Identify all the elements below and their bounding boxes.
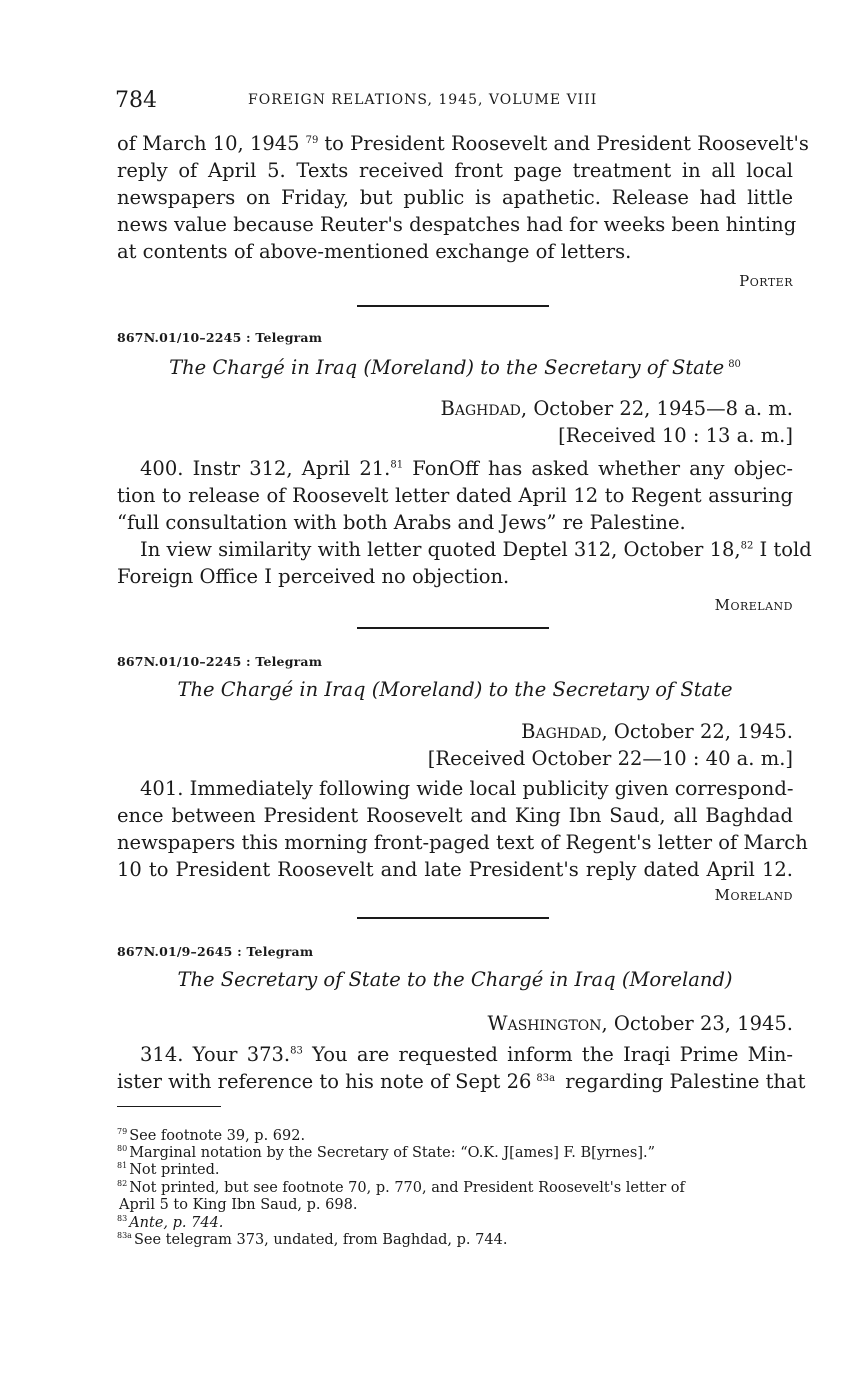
opening-line-4: news value because Reuter's despatches had for weeks been hinting xyxy=(117,213,797,236)
doc3-file-reference: 867N.01/9–2645 : Telegram xyxy=(117,944,314,959)
doc1-para1-line3: “full consultation with both Arabs and Jews” re Palestine. xyxy=(117,511,686,534)
signature-moreland-2: Moreland xyxy=(714,886,793,904)
doc3-line-1: 314. Your 373.83 You are requested inform the Iraqi Prime Min- xyxy=(140,1043,793,1066)
running-title: FOREIGN RELATIONS, 1945, VOLUME VIII xyxy=(248,92,598,108)
opening-line-2: reply of April 5. Texts received front page treatment in all local xyxy=(117,159,793,182)
footnote-ref-83: 83 xyxy=(290,1045,303,1057)
opening-line-1: of March 10, 1945 $^{79}$ to President Roosevelt and President Roosevelt's xyxy=(117,132,809,155)
footnote-79: $^{79}$ See footnote 39, p. 692. xyxy=(117,1127,306,1144)
doc1-para2-line2: Foreign Office I perceived no objection. xyxy=(117,565,510,588)
doc2-place-date: Baghdad, October 22, 1945. xyxy=(521,720,793,743)
page-header xyxy=(115,88,795,116)
doc1-para1-line1: 400. Instr 312, April 21.81 FonOff has asked whether any objec- xyxy=(140,457,793,480)
footnote-81: $^{81}$ Not printed. xyxy=(117,1161,220,1178)
doc1-title: The Chargé in Iraq (Moreland) to the Secretary of State $^{80}$ xyxy=(169,356,741,379)
footnote-80: $^{80}$ Marginal notation by the Secretary of State: “O.K. J[ames] F. B[yrnes].” xyxy=(117,1144,656,1161)
doc2-received: [Received October 22—10 : 40 a. m.] xyxy=(427,747,793,770)
doc3-place-date: Washington, October 23, 1945. xyxy=(487,1012,793,1035)
doc2-file-reference: 867N.01/10–2245 : Telegram xyxy=(117,654,323,669)
doc1-received: [Received 10 : 13 a. m.] xyxy=(558,424,793,447)
doc2-line-4: 10 to President Roosevelt and late President's reply dated April 12. xyxy=(117,858,793,881)
footnote-83: $^{83}$ Ante, p. 744. xyxy=(117,1214,224,1231)
section-divider xyxy=(357,627,549,629)
signature-porter: Porter xyxy=(739,272,793,290)
doc2-title: The Chargé in Iraq (Moreland) to the Secretary of State xyxy=(177,678,733,701)
footnote-ref-81: 81 xyxy=(390,459,404,471)
signature-moreland-1: Moreland xyxy=(714,596,793,614)
footnote-ref-82: 82 xyxy=(740,540,754,552)
section-divider xyxy=(357,917,549,919)
page-number: 784 xyxy=(115,88,157,113)
footnote-ref-79: 79 xyxy=(305,134,319,146)
footnote-ref-83a: 83a xyxy=(536,1072,556,1084)
doc2-line-2: ence between President Roosevelt and King Ibn Saud, all Baghdad xyxy=(117,804,793,827)
doc1-place-date: Baghdad, October 22, 1945—8 a. m. xyxy=(440,397,793,420)
doc1-file-reference: 867N.01/10–2245 : Telegram xyxy=(117,330,323,345)
doc3-title: The Secretary of State to the Chargé in Iraq (Moreland) xyxy=(177,968,733,991)
doc2-line-1: 401. Immediately following wide local publicity given correspond- xyxy=(140,777,794,800)
footnote-82-continued: April 5 to King Ibn Saud, p. 698. xyxy=(119,1196,358,1213)
opening-line-3: newspapers on Friday, but public is apathetic. Release had little xyxy=(117,186,793,209)
footnote-ref-80: 80 xyxy=(728,358,741,370)
section-divider xyxy=(357,305,549,307)
footnote-82: $^{82}$ Not printed, but see footnote 70, p. 770, and President Roosevelt's letter of xyxy=(117,1179,685,1196)
doc3-line-2: ister with reference to his note of Sept 26 $^{83a}$ regarding Palestine that xyxy=(117,1070,806,1093)
opening-line-5: at contents of above-mentioned exchange of letters. xyxy=(117,240,632,263)
doc1-para2-line1: In view similarity with letter quoted Deptel 312, October 18,82 I told xyxy=(140,538,812,561)
footnote-divider xyxy=(117,1106,221,1107)
footnote-83a: $^{83a}$ See telegram 373, undated, from Baghdad, p. 744. xyxy=(117,1231,508,1248)
doc2-line-3: newspapers this morning front-paged text of Regent's letter of March xyxy=(117,831,808,854)
doc1-para1-line2: tion to release of Roosevelt letter dated April 12 to Regent assuring xyxy=(117,484,793,507)
